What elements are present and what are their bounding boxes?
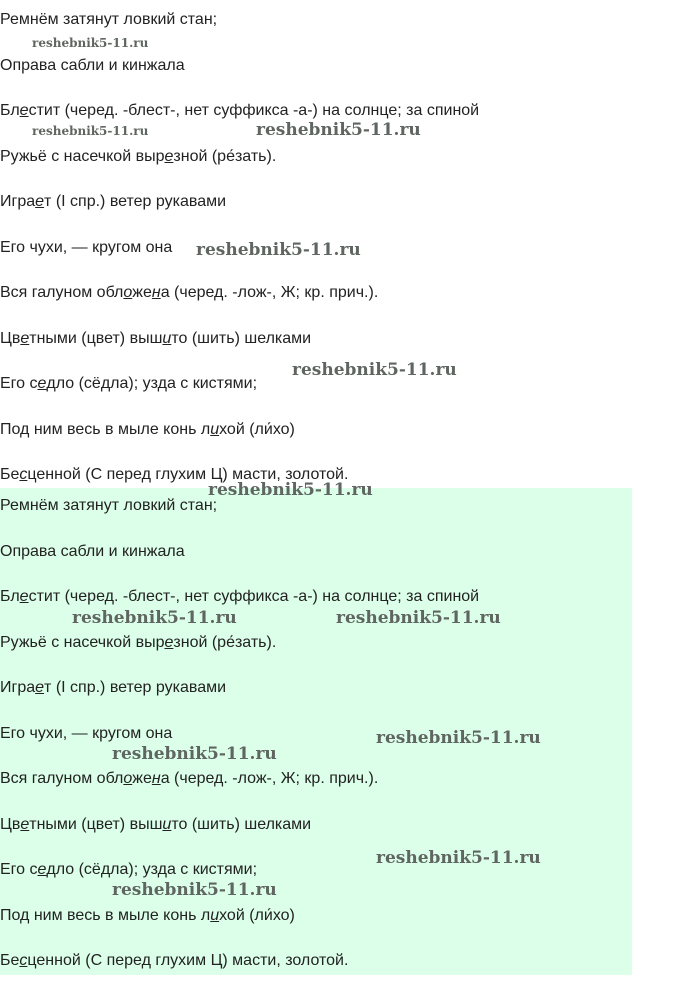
watermark: reshebnik5-11.ru [336, 608, 501, 628]
poem-text: Его с [0, 861, 38, 878]
watermark: reshebnik5-11.ru [208, 480, 373, 500]
poem-text: Ремнём затянут ловкий стан; [0, 11, 218, 28]
watermark: reshebnik5-11.ru [72, 608, 237, 628]
poem-line [0, 633, 276, 653]
poem-text: Бл [0, 102, 20, 119]
highlighted-letter: с [19, 952, 28, 969]
poem-text: Игра [0, 193, 36, 210]
poem-line [0, 238, 172, 258]
watermark: reshebnik5-11.ru [112, 744, 277, 764]
poem-text: то (шить) шелками [171, 815, 312, 833]
poem-line [0, 283, 378, 303]
poem-text: Цв [0, 815, 21, 833]
highlighted-letter: е [35, 679, 45, 696]
poem-text: то (шить) шелками [171, 329, 312, 347]
poem-line [0, 420, 295, 440]
poem-text: Под ним весь в мыле конь л [0, 906, 211, 924]
watermark: reshebnik5-11.ru [292, 360, 457, 380]
poem-line [0, 147, 276, 167]
poem-line [0, 815, 311, 835]
poem-text: же [132, 284, 152, 301]
poem-line [0, 374, 257, 394]
poem-text: Его чухи, — кругом она [0, 724, 173, 742]
highlighted-letter: е [19, 588, 29, 605]
poem-text: Оправа сабли и кинжала [0, 56, 185, 74]
poem-text: стит (черед. -блест-, нет суффикса -а-) на солнце; за спиной [28, 102, 480, 119]
watermark: reshebnik5-11.ru [32, 124, 149, 138]
poem-text: Ремнём затянут ловкий стан; [0, 497, 218, 514]
poem-text: Игра [0, 679, 36, 696]
watermark: reshebnik5-11.ru [256, 120, 421, 140]
highlighted-letter: н [151, 284, 161, 301]
poem-line [0, 906, 295, 926]
poem-line [0, 860, 257, 880]
poem-text: тными (цвет) выш [29, 815, 163, 833]
highlighted-letter: е [19, 102, 29, 119]
poem-line [0, 724, 172, 744]
poem-text: ценной (С перед глухим Ц) масти, золотой. [27, 952, 349, 969]
highlighted-letter: с [19, 466, 28, 483]
poem-text: т (I спр.) ветер рукавами [44, 679, 227, 696]
poem-text: Бе [0, 952, 20, 969]
highlighted-letter: о [123, 770, 133, 787]
watermark: reshebnik5-11.ru [112, 880, 277, 900]
poem-text: Оправа сабли и кинжала [0, 542, 185, 560]
poem-text: хой (ли́хо) [219, 420, 295, 438]
poem-line [0, 192, 226, 212]
poem-text: Его чухи, — кругом она [0, 238, 173, 256]
highlighted-letter: и [162, 329, 172, 347]
poem-text: Ружьё с насечкой выр [0, 633, 165, 651]
poem-text: Вся галуном обл [0, 284, 124, 301]
poem-line [0, 56, 185, 76]
highlighted-letter: е [20, 329, 30, 347]
highlighted-letter: и [210, 420, 220, 438]
poem-text: ценной (С перед глухим Ц) масти, золотой. [27, 466, 349, 483]
poem-line [0, 329, 311, 349]
poem-text: Ружьё с насечкой выр [0, 147, 165, 165]
highlighted-letter: е [164, 633, 174, 651]
poem-text: Его с [0, 375, 38, 392]
poem-text: стит (черед. -блест-, нет суффикса -а-) на солнце; за спиной [28, 588, 480, 605]
watermark: reshebnik5-11.ru [196, 240, 361, 260]
highlighted-letter: е [37, 375, 47, 392]
highlighted-letter: е [20, 815, 30, 833]
highlighted-letter: е [164, 147, 174, 165]
poem-line [0, 496, 217, 516]
poem-text: Под ним весь в мыле конь л [0, 420, 211, 438]
poem-text: а (черед. -лож-, Ж; кр. прич.). [160, 284, 379, 301]
poem-text: зной (ре́зать). [173, 633, 277, 651]
highlighted-letter: и [210, 906, 220, 924]
highlighted-letter: е [35, 193, 45, 210]
watermark: reshebnik5-11.ru [376, 848, 541, 868]
poem-line [0, 951, 348, 971]
poem-text: а (черед. -лож-, Ж; кр. прич.). [160, 770, 379, 787]
poem-line [0, 587, 479, 607]
poem-line [0, 769, 378, 789]
poem-line [0, 678, 226, 698]
poem-text: Бл [0, 588, 20, 605]
poem-text: хой (ли́хо) [219, 906, 295, 924]
poem-text: дло (сёдла); узда с кистями; [46, 375, 258, 392]
poem-text: тными (цвет) выш [29, 329, 163, 347]
watermark: reshebnik5-11.ru [376, 728, 541, 748]
watermark: reshebnik5-11.ru [32, 36, 149, 50]
poem-text: дло (сёдла); узда с кистями; [46, 861, 258, 878]
poem-line [0, 101, 479, 121]
poem-text: зной (ре́зать). [173, 147, 277, 165]
poem-text: Бе [0, 466, 20, 483]
poem-line [0, 10, 217, 30]
highlighted-letter: е [37, 861, 47, 878]
highlighted-letter: о [123, 284, 133, 301]
poem-text: же [132, 770, 152, 787]
highlighted-letter: и [162, 815, 172, 833]
poem-line [0, 542, 185, 562]
poem-line [0, 465, 348, 485]
highlighted-letter: н [151, 770, 161, 787]
poem-text: Вся галуном обл [0, 770, 124, 787]
poem-text: Цв [0, 329, 21, 347]
poem-text: т (I спр.) ветер рукавами [44, 193, 227, 210]
